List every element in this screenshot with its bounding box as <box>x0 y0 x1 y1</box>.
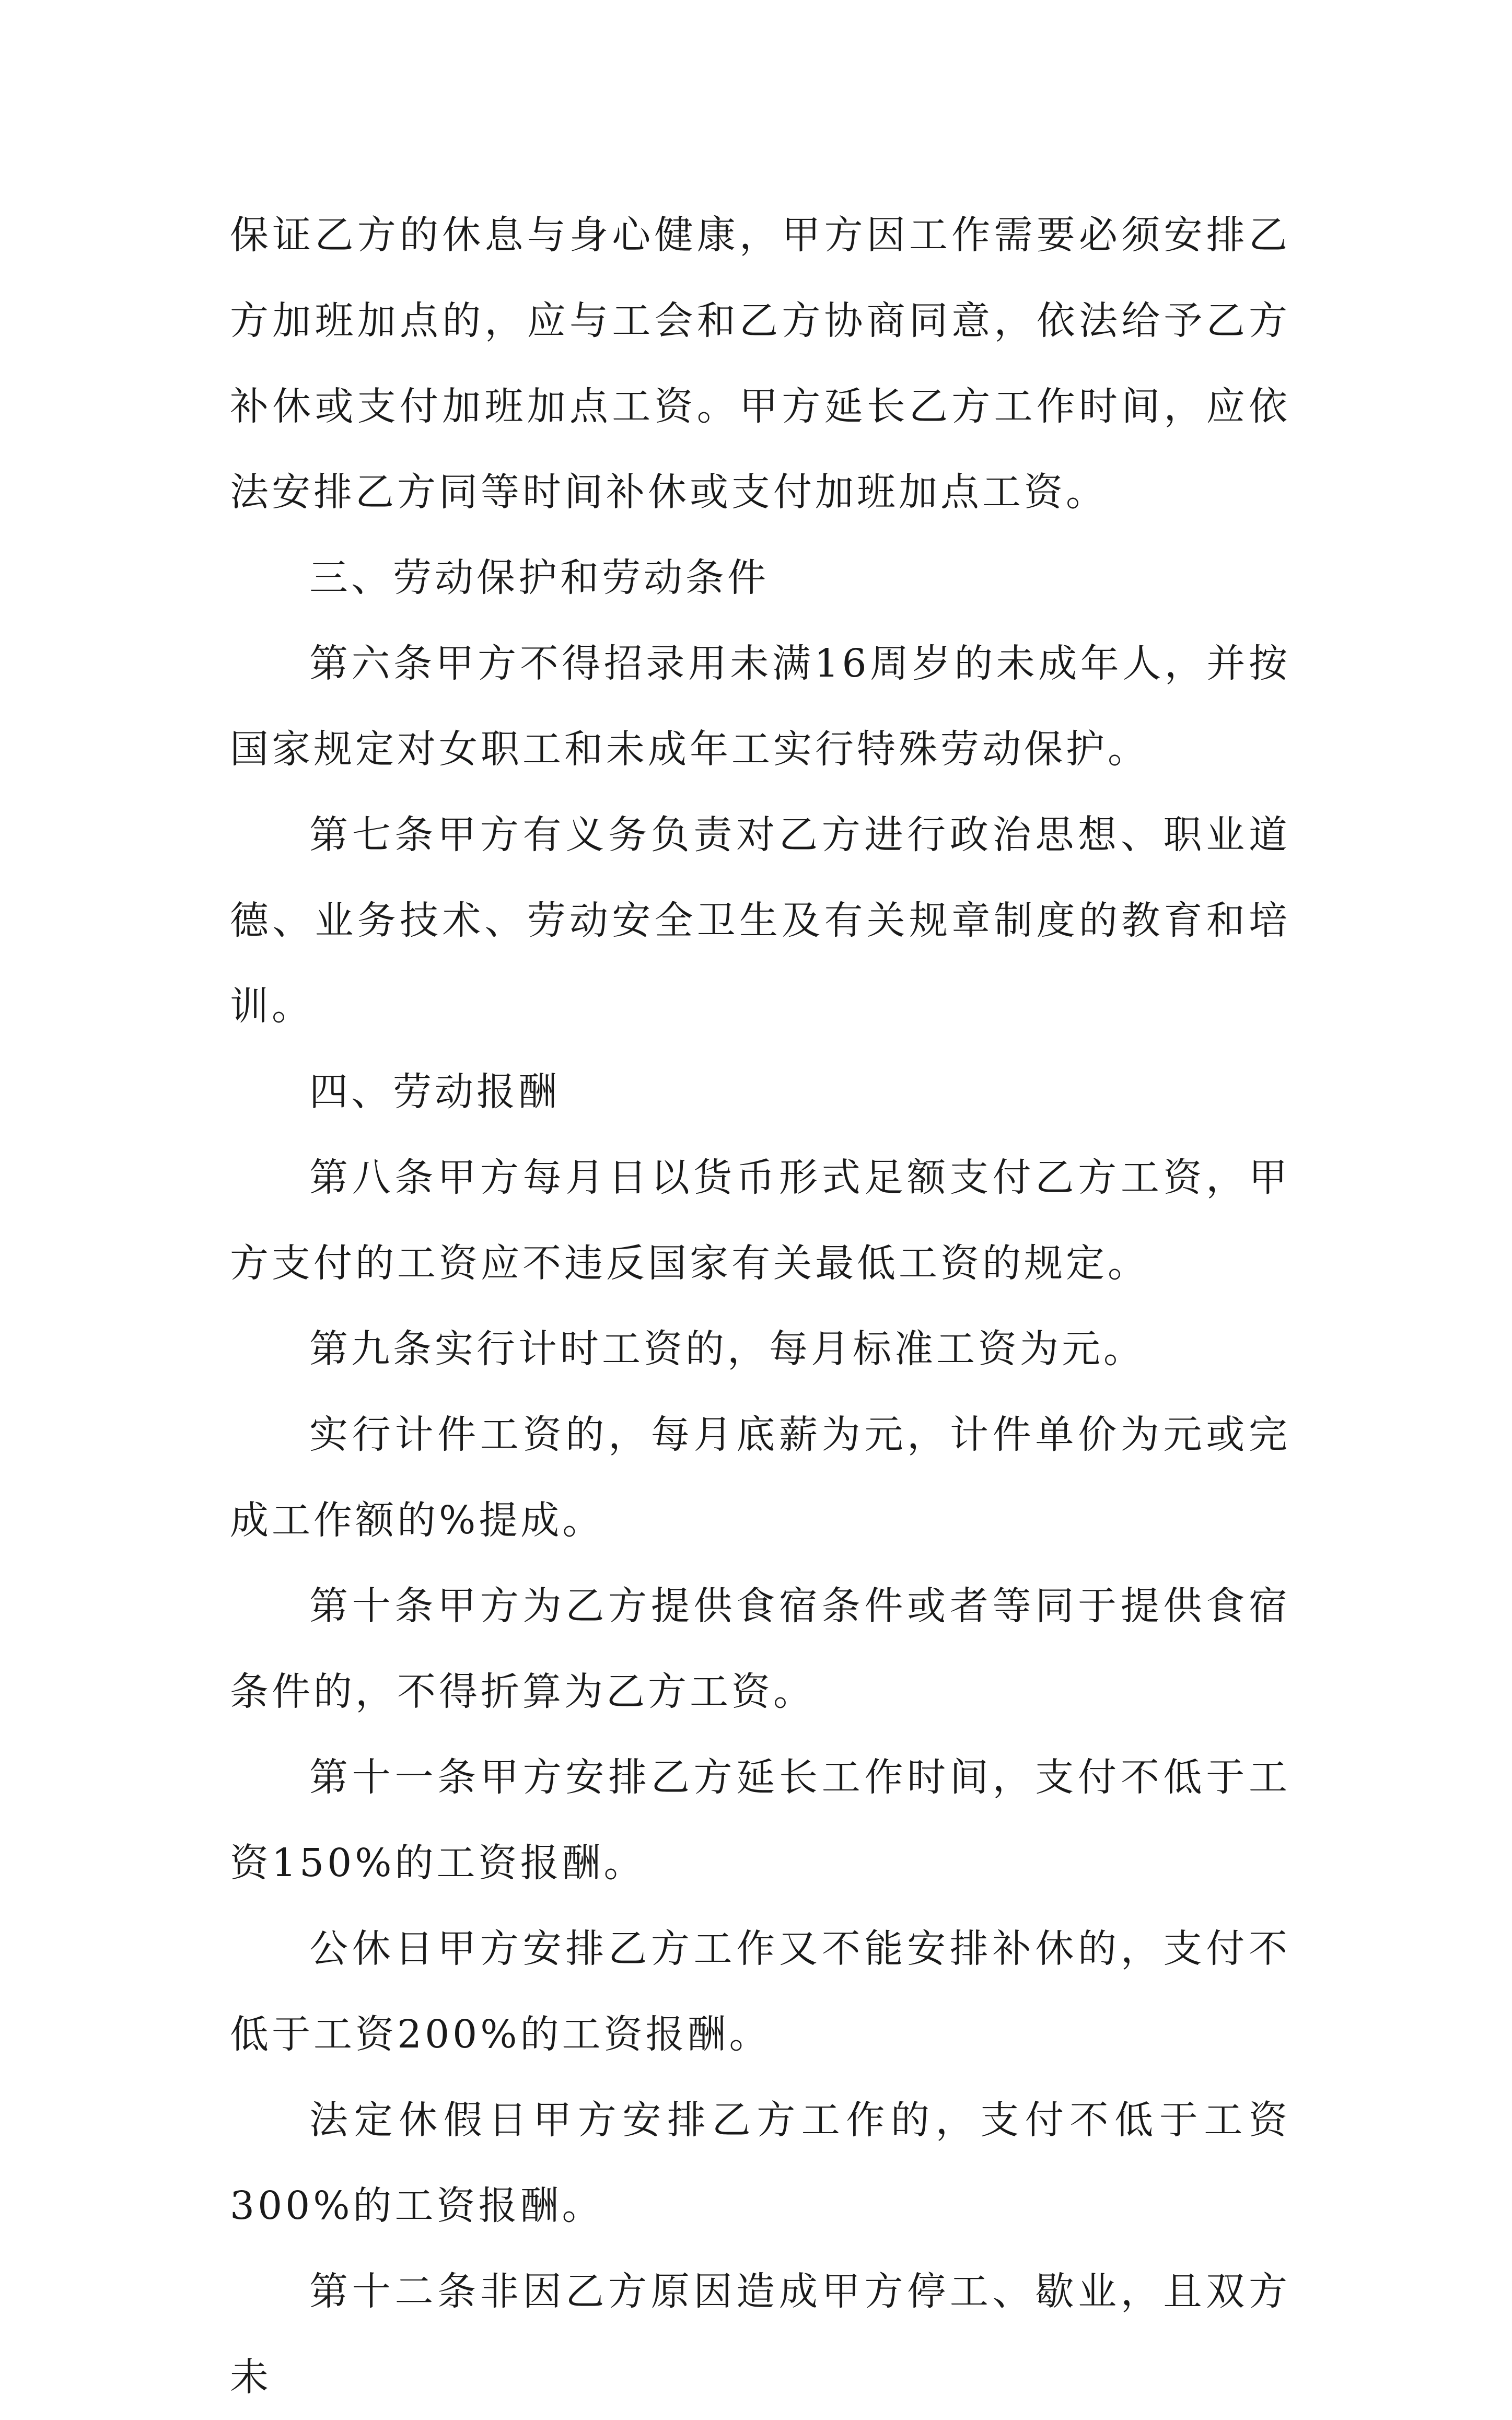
document-body <box>230 192 1290 2420</box>
holiday-overtime-paragraph: 法定休假日甲方安排乙方工作的，支付不低于工资300%的工资报酬。 <box>230 2098 1290 2228</box>
article-11: 第十一条甲方安排乙方延长工作时间，支付不低于工资150%的工资报酬。 <box>230 1755 1290 1886</box>
article-10: 第十条甲方为乙方提供食宿条件或者等同于提供食宿条件的，不得折算为乙方工资。 <box>230 1584 1290 1714</box>
article-12: 第十二条非因乙方原因造成甲方停工、歇业，且双方未 <box>230 2269 1290 2400</box>
paragraph-rest-and-overtime: 保证乙方的休息与身心健康，甲方因工作需要必须安排乙方加班加点的，应与工会和乙方协商同意，依法给予乙方补休或支付加班加点工资。甲方延长乙方工作时间，应依法安排乙方同等时间补休或支付加班加点工资。 <box>230 213 1290 515</box>
article-8: 第八条甲方每月日以货币形式足额支付乙方工资，甲方支付的工资应不违反国家有关最低工资的规定。 <box>230 1155 1290 1286</box>
article-6: 第六条甲方不得招录用未满16周岁的未成年人，并按国家规定对女职工和未成年工实行特殊劳动保护。 <box>230 641 1290 772</box>
article-7: 第七条甲方有义务负责对乙方进行政治思想、职业道德、业务技术、劳动安全卫生及有关规章制度的教育和培训。 <box>230 812 1290 1029</box>
rest-day-overtime-paragraph: 公休日甲方安排乙方工作又不能安排补休的，支付不低于工资200%的工资报酬。 <box>230 1926 1290 2057</box>
article-9: 第九条实行计时工资的，每月标准工资为元。 <box>309 1327 1145 1371</box>
section-heading-labor-protection: 三、劳动保护和劳动条件 <box>309 555 769 600</box>
section-heading-remuneration: 四、劳动报酬 <box>309 1069 560 1114</box>
piecework-wage-paragraph: 实行计件工资的，每月底薪为元，计件单价为元或完成工作额的%提成。 <box>230 1412 1290 1543</box>
